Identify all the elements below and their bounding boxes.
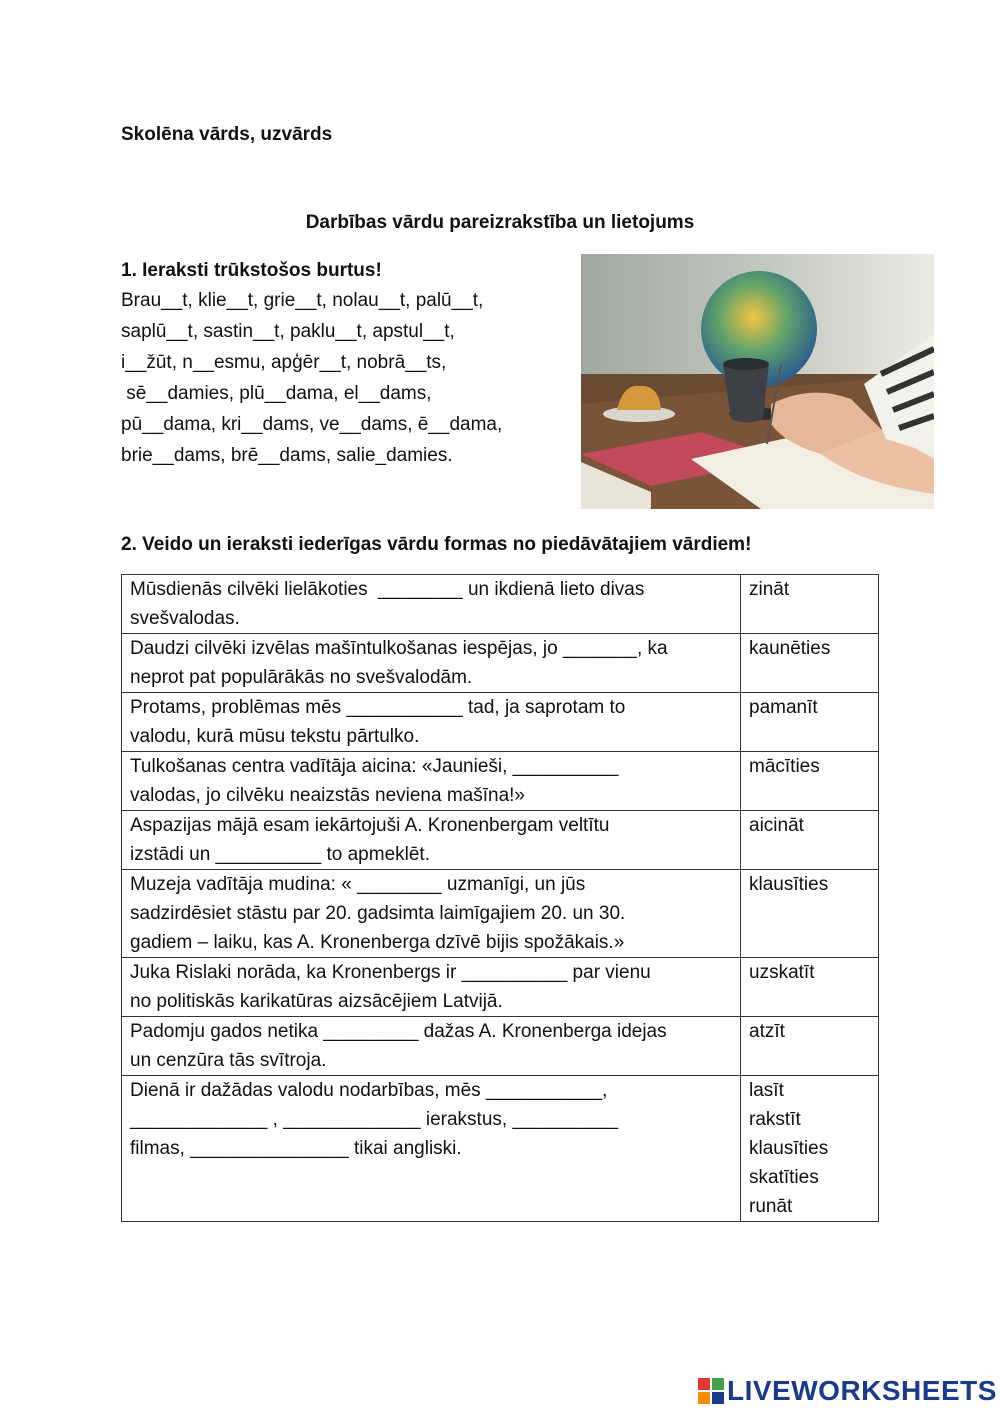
base-word: pamanīt: [749, 697, 818, 718]
base-word: skatīties: [749, 1167, 819, 1188]
sentence-cell: [122, 958, 741, 1017]
sentence-line: valodu, kurā mūsu tekstu pārtulko.: [130, 726, 420, 747]
base-word: zināt: [749, 579, 790, 600]
table-row: [122, 1076, 879, 1222]
sentence-line: gadiem – laiku, kas A. Kronenberga dzīvē bijis spožākais.»: [130, 932, 625, 953]
base-word-cell: [741, 752, 879, 811]
sentence-line: neprot pat populārākās no svešvalodām.: [130, 667, 473, 688]
worksheet-title: Darbības vārdu pareizrakstība un lietojums: [305, 212, 695, 233]
base-word: mācīties: [749, 756, 820, 777]
exercise-1-line: sē__damies, plū__dama, el__dams,: [121, 383, 432, 404]
liveworksheets-logo-icon: [698, 1378, 724, 1404]
table-row: [122, 575, 879, 634]
sentence-line: izstādi un __________ to apmeklēt.: [130, 844, 430, 865]
base-word-cell: [741, 870, 879, 958]
base-word-cell: [741, 811, 879, 870]
table-row: [122, 958, 879, 1017]
table-row: [122, 693, 879, 752]
student-name-label: Skolēna vārds, uzvārds: [121, 124, 333, 145]
sentence-line: Tulkošanas centra vadītāja aicina: «Jaunieši, __________: [130, 756, 619, 777]
desk-study-photo: [581, 254, 934, 509]
sentence-line: filmas, _______________ tikai angliski.: [130, 1138, 462, 1159]
table-row: [122, 811, 879, 870]
table-row: [122, 1017, 879, 1076]
sentence-line: svešvalodas.: [130, 608, 240, 629]
sentence-line: Muzeja vadītāja mudina: « ________ uzmanīgi, un jūs: [130, 874, 586, 895]
sentence-line: valodas, jo cilvēku neaizstās neviena mašīna!»: [130, 785, 526, 806]
base-word: runāt: [749, 1196, 793, 1217]
sentence-line: Dienā ir dažādas valodu nodarbības, mēs ___________,: [130, 1080, 608, 1101]
sentence-line: Juka Rislaki norāda, ka Kronenbergs ir __________ par vienu: [130, 962, 651, 983]
sentence-line: no politiskās karikatūras aizsācējiem Latvijā.: [130, 991, 503, 1012]
exercise-1-line: Brau__t, klie__t, grie__t, nolau__t, palū__t,: [121, 290, 484, 311]
base-word: klausīties: [749, 1138, 829, 1159]
sentence-line: un cenzūra tās svītroja.: [130, 1050, 327, 1071]
sentence-line: Protams, problēmas mēs ___________ tad, ja saprotam to: [130, 697, 626, 718]
base-word-cell: [741, 634, 879, 693]
liveworksheets-logo: [698, 1373, 997, 1409]
exercise-1-line: i__žūt, n__esmu, apģēr__t, nobrā__ts,: [121, 352, 447, 373]
sentence-cell: [122, 811, 741, 870]
sentence-cell: [122, 752, 741, 811]
base-word-cell: [741, 958, 879, 1017]
sentence-cell: [122, 1076, 741, 1222]
base-word: rakstīt: [749, 1109, 801, 1130]
base-word: klausīties: [749, 874, 829, 895]
base-word-cell: [741, 1017, 879, 1076]
sentence-line: Mūsdienās cilvēki lielākoties ________ un ikdienā lieto divas: [130, 579, 645, 600]
base-word-cell: [741, 575, 879, 634]
base-word: kaunēties: [749, 638, 831, 659]
exercise-1-heading: 1. Ieraksti trūkstošos burtus!: [121, 260, 382, 281]
table-row: [122, 870, 879, 958]
exercise-1: [121, 256, 571, 471]
exercise-2-heading: 2. Veido un ieraksti iederīgas vārdu formas no piedāvātajiem vārdiem!: [121, 534, 752, 555]
sentence-cell: [122, 575, 741, 634]
sentence-line: Aspazijas mājā esam iekārtojuši A. Kronenbergam veltītu: [130, 815, 610, 836]
base-word: aicināt: [749, 815, 804, 836]
sentence-cell: [122, 634, 741, 693]
sentence-cell: [122, 1017, 741, 1076]
sentence-line: _____________ , _____________ ierakstus, __________: [130, 1109, 619, 1130]
base-word: lasīt: [749, 1080, 784, 1101]
exercise-1-line: saplū__t, sastin__t, paklu__t, apstul__t,: [121, 321, 455, 342]
exercise-1-line: brie__dams, brē__dams, salie_damies.: [121, 445, 453, 466]
table-row: [122, 634, 879, 693]
sentence-line: sadzirdēsiet stāstu par 20. gadsimta laimīgajiem 20. un 30.: [130, 903, 626, 924]
exercise-1-line: pū__dama, kri__dams, ve__dams, ē__dama,: [121, 414, 503, 435]
base-word: atzīt: [749, 1021, 785, 1042]
sentence-line: Padomju gados netika _________ dažas A. Kronenberga idejas: [130, 1021, 667, 1042]
liveworksheets-logo-text: LIVEWORKSHEETS: [727, 1375, 997, 1406]
base-word-cell: [741, 693, 879, 752]
base-word-cell: [741, 1076, 879, 1222]
sentence-cell: [122, 693, 741, 752]
sentence-cell: [122, 870, 741, 958]
exercise-2-table: [121, 574, 879, 1222]
table-row: [122, 752, 879, 811]
base-word: uzskatīt: [749, 962, 815, 983]
sentence-line: Daudzi cilvēki izvēlas mašīntulkošanas iespējas, jo _______, ka: [130, 638, 668, 659]
